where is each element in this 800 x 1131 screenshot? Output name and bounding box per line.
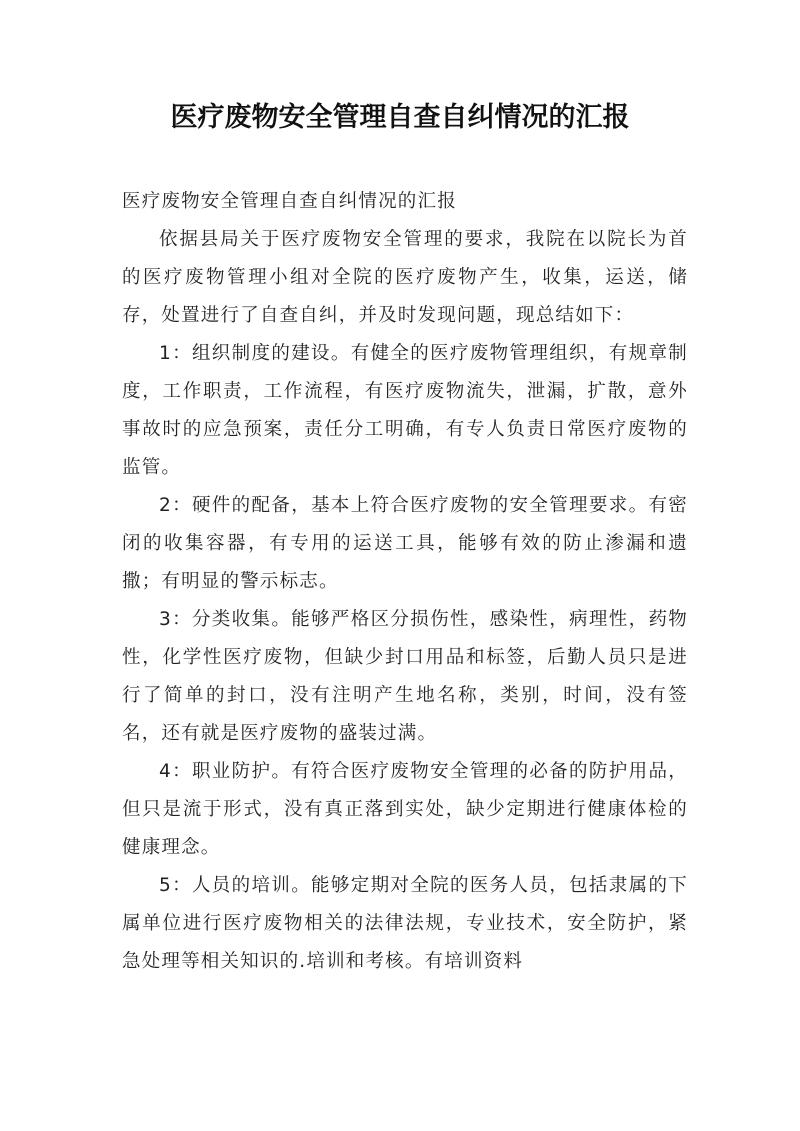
paragraph-organization: 1：组织制度的建设。有健全的医疗废物管理组织，有规章制度，工作职责，工作流程，有医疗废物流失，泄漏，扩散，意外事故时的应急预案，责任分工明确，有专人负责日常医疗废物的监管。	[122, 343, 688, 478]
document-title: 医疗废物安全管理自查自纠情况的汇报	[170, 102, 630, 133]
intro-paragraph: 依据县局关于医疗废物安全管理的要求，我院在以院长为首的医疗废物管理小组对全院的医疗废物产生，收集，运送，储存，处置进行了自查自纠，并及时发现问题，现总结如下：	[122, 229, 688, 326]
paragraph-protection: 4：职业防护。有符合医疗废物安全管理的必备的防护用品，但只是流于形式，没有真正落到实处，缺少定期进行健康体检的健康理念。	[122, 761, 688, 858]
document-body	[122, 183, 688, 981]
paragraph-classification: 3：分类收集。能够严格区分损伤性，感染性，病理性，药物性，化学性医疗废物，但缺少封口用品和标签，后勤人员只是进行了简单的封口，没有注明产生地名称，类别，时间，没有签名，还有就是医疗废物的盛装过满。	[122, 609, 688, 744]
paragraph-training: 5：人员的培训。能够定期对全院的医务人员，包括隶属的下属单位进行医疗废物相关的法律法规，专业技术，安全防护，紧急处理等相关知识的.培训和考核。有培训资料	[122, 875, 688, 972]
paragraph-hardware: 2：硬件的配备，基本上符合医疗废物的安全管理要求。有密闭的收集容器，有专用的运送工具，能够有效的防止渗漏和遗撒；有明显的警示标志。	[122, 495, 688, 592]
document-subtitle: 医疗废物安全管理自查自纠情况的汇报	[122, 191, 457, 212]
